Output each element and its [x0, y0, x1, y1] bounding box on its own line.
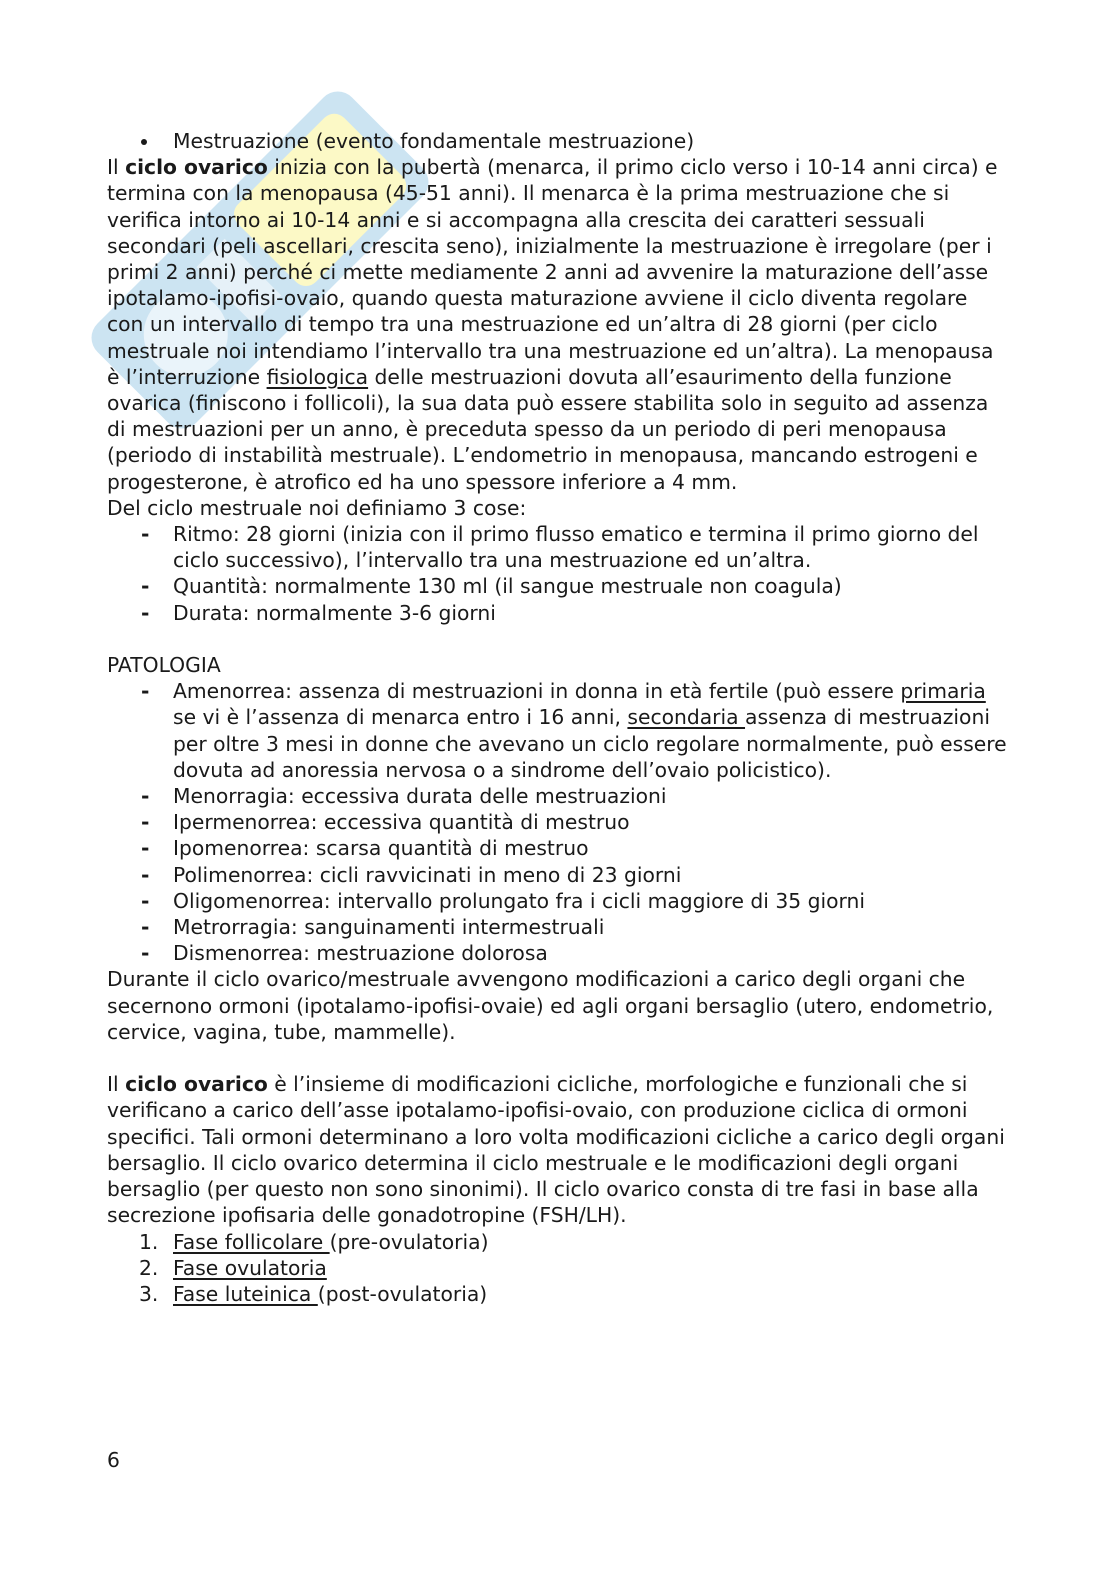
list-item: - Menorragia: eccessiva durata delle mestruazioni — [107, 783, 1007, 809]
bullet-list — [107, 128, 1007, 154]
list-item: - Durata: normalmente 3-6 giorni — [107, 600, 1007, 626]
list-item-amenorrea: - Amenorrea: assenza di mestruazioni in donna in età fertile (può essere primaria se vi è l’assenza di menarca entro i 16 anni, secondaria assenza di mestruazioni per oltre 3 mesi in donne che avevano un ciclo regolare normalmente, può essere dovuta ad anoressia nervosa o a sindrome dell’ovaio policistico). — [107, 678, 1007, 783]
list-item: - Oligomenorrea: intervallo prolungato fra i cicli maggiore di 35 giorni — [107, 888, 1007, 914]
list-item: - Dismenorrea: mestruazione dolorosa — [107, 940, 1007, 966]
page-number: 6 — [107, 1448, 120, 1472]
fasi-list — [107, 1229, 1007, 1308]
bullet-item: Mestruazione (evento fondamentale mestruazione) — [107, 128, 1007, 154]
paragraph-definizioni: Del ciclo mestruale noi definiamo 3 cose: — [107, 495, 527, 520]
list-item: - Ritmo: 28 giorni (inizia con il primo flusso ematico e termina il primo giorno del ciclo successivo), l’intervallo tra una mestruazione ed un’altra. — [107, 521, 1007, 573]
list-item-fase-follicolare: 1. Fase follicolare (pre-ovulatoria) — [139, 1229, 489, 1254]
heading-patologia: PATOLOGIA — [107, 653, 221, 678]
list-item-fase-luteinica: 3. Fase luteinica (post-ovulatoria) — [139, 1281, 488, 1306]
document-page — [107, 128, 1007, 1307]
list-item: - Polimenorrea: cicli ravvicinati in meno di 23 giorni — [107, 862, 1007, 888]
list-item-fase-ovulatoria: 2. Fase ovulatoria — [139, 1255, 327, 1280]
paragraph-modificazioni: Durante il ciclo ovarico/mestruale avvengono modificazioni a carico degli organi che secernono ormoni (ipotalamo-ipofisi-ovaie) ed agli organi bersaglio (utero, endometrio, cervice, vagina, tube, mammelle). — [107, 967, 994, 1044]
paragraph-ciclo-ovarico-definizione: Il ciclo ovarico è l’insieme di modificazioni cicliche, morfologiche e funzionali che si verificano a carico dell’asse ipotalamo-ipofisi-ovaio, con produzione ciclica di ormoni specifici. Tali ormoni determinano a loro volta modificazioni cicliche a carico degli organi bersaglio. Il ciclo ovarico determina il ciclo mestruale e le modificazioni degli organi bersaglio (per questo non sono sinonimi). Il ciclo ovarico consta di tre fasi in base alla secrezione ipofisaria delle gonadotropine (FSH/LH). — [107, 1072, 1005, 1228]
patologia-list — [107, 678, 1007, 966]
list-item: - Ipomenorrea: scarsa quantità di mestruo — [107, 835, 1007, 861]
ciclo-mestruale-list — [107, 521, 1007, 626]
paragraph-ciclo-ovarico-intro: Il ciclo ovarico inizia con la pubertà (menarca, il primo ciclo verso i 10-14 anni circa) e termina con la menopausa (45-51 anni). Il menarca è la prima mestruazione che si verifica intorno ai 10-14 anni e si accompagna alla crescita dei caratteri sessuali secondari (peli ascellari, crescita seno), inizialmente la mestruazione è irregolare (per i primi 2 anni) perché ci mette mediamente 2 anni ad avvenire la maturazione dell’asse ipotalamo-ipofisi-ovaio, quando questa maturazione avviene il ciclo diventa regolare con un intervallo di tempo tra una mestruazione ed un’altra di 28 giorni (per ciclo mestruale noi intendiamo l’intervallo tra una mestruazione ed un’altra). La menopausa è l’interruzione fisiologica delle mestruazioni dovuta all’esaurimento della funzione ovarica (finiscono i follicoli), la sua data può essere stabilita solo in seguito ad assenza di mestruazioni per un anno, è preceduta spesso da un periodo di peri menopausa (periodo di instabilità mestruale). L’endometrio in menopausa, mancando estrogeni e progesterone, è atrofico ed ha uno spessore inferiore a 4 mm. — [107, 155, 998, 494]
list-item: - Ipermenorrea: eccessiva quantità di mestruo — [107, 809, 1007, 835]
list-item: - Quantità: normalmente 130 ml (il sangue mestruale non coagula) — [107, 573, 1007, 599]
list-item: - Metrorragia: sanguinamenti intermestruali — [107, 914, 1007, 940]
